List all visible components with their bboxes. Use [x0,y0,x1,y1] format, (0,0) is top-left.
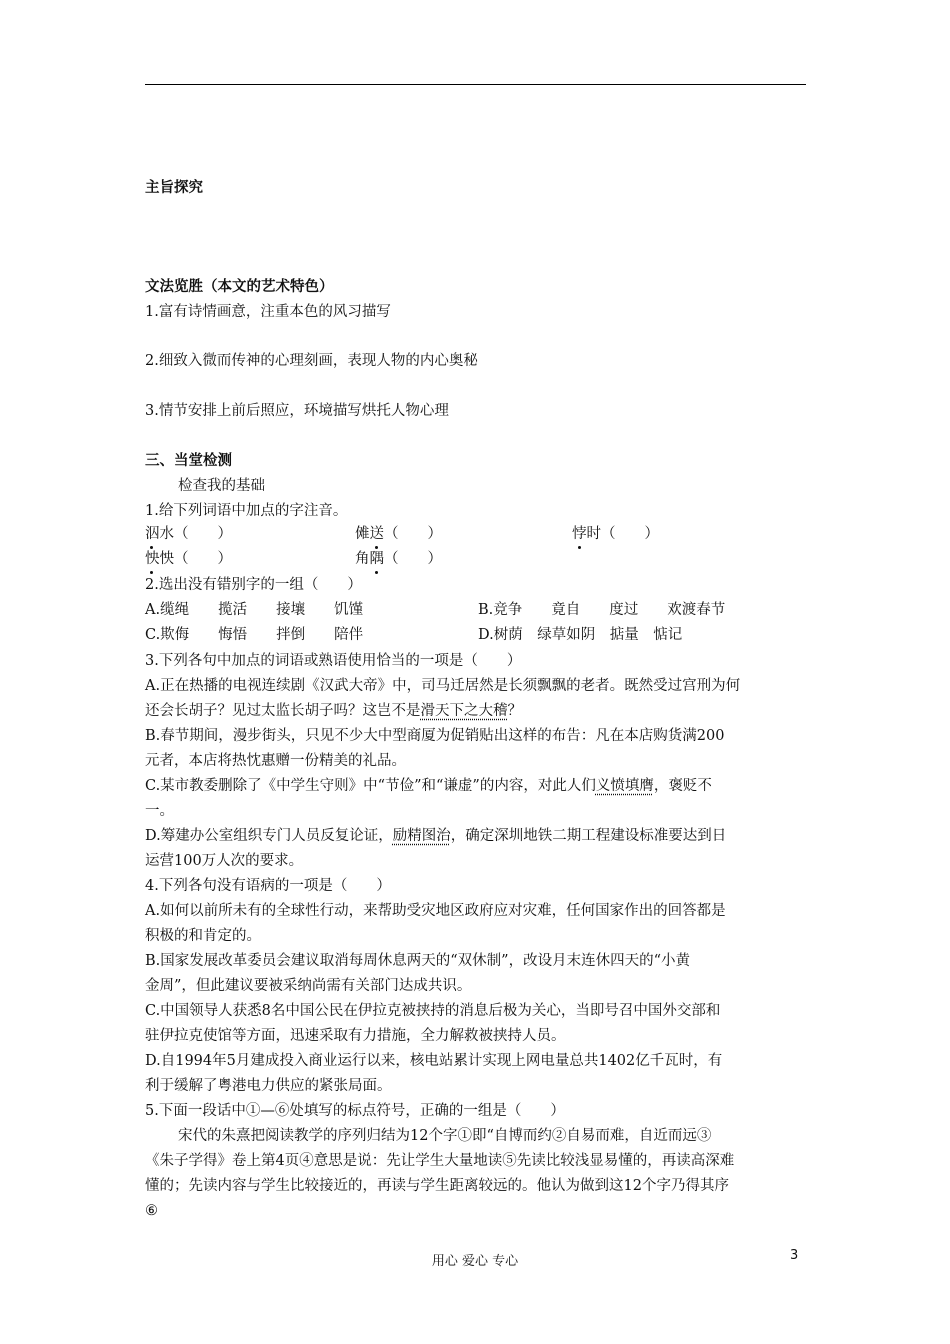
q1-item-2-text: 傩送（ ） [355,526,442,542]
q3-b-line1: B.春节期间，漫步街头，只见不少大中型商厦为促销贴出这样的布告：凡在本店购货满200 [145,728,725,744]
q4-c-line1: C.中国领导人获悉8名中国公民在伊拉克被挟持的消息后极为关心，当即号召中国外交部和 [145,1003,721,1019]
q2-option-c: C.欺侮 悔悟 拌倒 陪伴 [145,627,364,643]
q4-b-line1: B.国家发展改革委员会建议取消每周休息两天的“双休制”，改设月末连休四天的“小黄 [145,953,690,969]
q2-option-d: D.树荫 绿草如阴 掂量 惦记 [478,627,683,643]
q1-item-1 [145,524,232,544]
q1-item-5-text: 角隅（ ） [355,551,442,567]
section-title-art: 文法览胜（本文的艺术特色） [145,279,334,295]
q1-item-1-text: 泅水（ ） [145,526,232,542]
q3-a-emphasis: 滑天下之大稽 [420,703,508,719]
q4-b-line2: 金周”，但此建议要被采纳尚需有关部门达成共识。 [145,978,472,994]
q1-item-3 [572,524,659,544]
q1-item-4 [145,549,232,569]
section-title-theme: 主旨探究 [145,180,203,196]
q5-passage-line4: ⑥ [145,1203,158,1219]
emphasis-dot [375,571,378,574]
emphasis-dot [150,546,153,549]
section-title-check: 三、当堂检测 [145,453,232,469]
emphasis-dot [375,546,378,549]
page-number: 3 [790,1248,799,1263]
q4-c-line2: 驻伊拉克使馆等方面，迅速采取有力措施，全力解救被挟持人员。 [145,1028,566,1044]
q4-d-line2: 利于缓解了粤港电力供应的紧张局面。 [145,1078,392,1094]
emphasis-dot [578,546,581,549]
art-item-2: 2.细致入微而传神的心理刻画，表现人物的内心奥秘 [145,353,478,369]
q3-d-text: D.筹建办公室组织专门人员反复论证， [145,828,393,844]
art-item-1: 1.富有诗情画意，注重本色的风习描写 [145,304,391,320]
q4-a-line1: A.如何以前所未有的全球性行动，来帮助受灾地区政府应对灾难，任何国家作出的回答都是 [145,903,726,919]
q3-b-line2: 元者，本店将热忱惠赠一份精美的礼品。 [145,753,406,769]
q4-d-line1: D.自1994年5月建成投入商业运行以来，核电站累计实现上网电量总共1402亿千瓦时，有 [145,1053,723,1069]
header-rule [145,84,806,85]
q1-item-2 [355,524,442,544]
q3-a-line2 [145,701,522,721]
q4-stem: 4.下列各句没有语病的一项是（ ） [145,878,391,894]
q5-passage-line3: 懂的；先读内容与学生比较接近的，再读与学生距离较远的。他认为做到这12个字乃得其序 [145,1178,729,1194]
q2-option-a: A.缆绳 揽活 接壤 饥馑 [145,602,364,618]
q3-c-line1 [145,776,712,796]
q3-d-line2: 运营100万人次的要求。 [145,853,304,869]
q1-item-5 [355,549,442,569]
q3-d-emphasis: 励精图治 [392,828,451,844]
q2-option-b: B.竞争 竟自 度过 欢渡春节 [478,602,726,618]
q3-c-emphasis: 义愤填膺 [595,778,654,794]
q3-a-end: ？ [507,703,522,719]
q3-d-line1 [145,826,726,846]
q5-passage-line1: 宋代的朱熹把阅读教学的序列归结为12个字①即“自博而约②自易而难，自近而远③ [178,1128,712,1144]
q3-stem: 3.下列各句中加点的词语或熟语使用恰当的一项是（ ） [145,653,522,669]
art-item-3: 3.情节安排上前后照应，环境描写烘托人物心理 [145,403,449,419]
emphasis-dot [150,571,153,574]
q3-a-text: 还会长胡子？见过太监长胡子吗？这岂不是 [145,703,421,719]
q3-d-end: ，确定深圳地铁二期工程建设标准要达到日 [450,828,727,844]
q1-stem: 1.给下列词语中加点的字注音。 [145,503,348,519]
q1-item-4-text: 怏怏（ ） [145,551,232,567]
q3-c-text: C.某市教委删除了《中学生守则》中“节俭”和“谦虚”的内容，对此人们 [145,778,596,794]
q1-item-3-text: 悖时（ ） [572,526,659,542]
q5-stem: 5.下面一段话中①—⑥处填写的标点符号，正确的一组是（ ） [145,1103,565,1119]
q3-c-line2: 一。 [145,803,174,819]
q2-stem: 2.选出没有错别字的一组（ ） [145,577,362,593]
page-footer: 用心 爱心 专心 [431,1254,519,1269]
q4-a-line2: 积极的和肯定的。 [145,928,261,944]
q3-a-line1: A.正在热播的电视连续剧《汉武大帝》中，司马迁居然是长须飘飘的老者。既然受过宫刑为何 [145,678,741,694]
q3-c-end: ，褒贬不 [653,778,712,794]
q5-passage-line2: 《朱子学得》卷上第4页④意思是说：先让学生大量地读⑤先读比较浅显易懂的，再读高深难 [145,1153,735,1169]
section-subtitle-check: 检查我的基础 [178,478,265,494]
